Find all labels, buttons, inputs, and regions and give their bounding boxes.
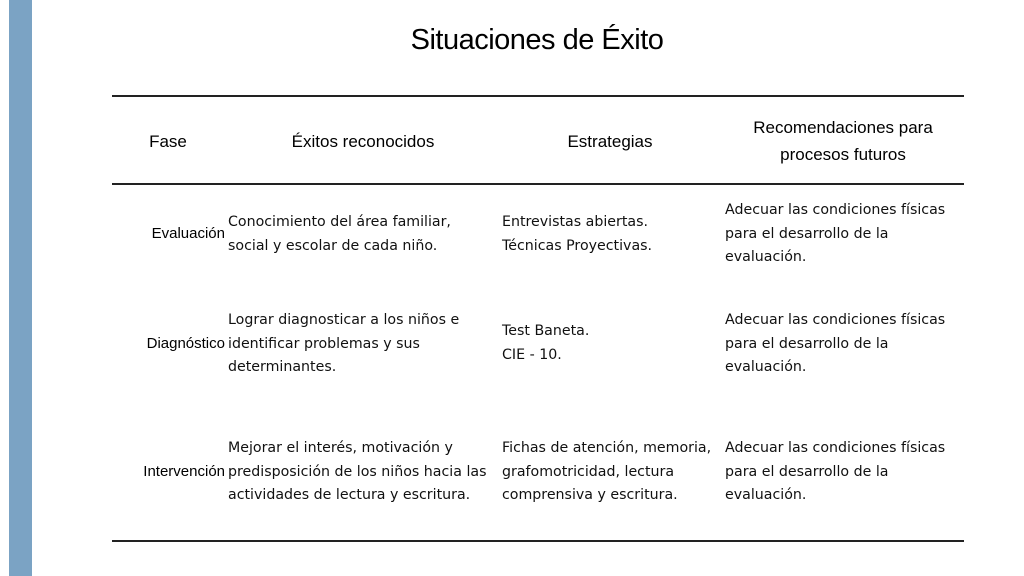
cell-line: identificar problemas y sus	[228, 335, 420, 352]
cell-line: para el desarrollo de la	[725, 225, 889, 242]
cell-line: CIE - 10.	[502, 346, 562, 363]
cell-line: comprensiva y escritura.	[502, 487, 678, 503]
row-estrategias	[502, 211, 722, 258]
row-recomendaciones	[725, 309, 965, 380]
row-recomendaciones	[725, 199, 965, 270]
table-header-rule	[112, 183, 964, 185]
table-bottom-rule	[112, 540, 964, 542]
cell-line: Conocimiento del área familiar,	[228, 214, 451, 230]
cell-line: Adecuar las condiciones físicas	[725, 312, 946, 328]
header-recomendaciones-line: procesos futuros	[780, 145, 906, 164]
cell-line: para el desarrollo de la	[725, 463, 889, 480]
cell-line: evaluación.	[725, 487, 807, 503]
header-recomendaciones-line: Recomendaciones para	[753, 118, 933, 137]
cell-line: Test Baneta.	[502, 323, 590, 339]
row-fase: Intervención	[143, 463, 225, 480]
header-fase: Fase	[149, 132, 187, 151]
cell-line: Adecuar las condiciones físicas	[725, 202, 946, 218]
cell-line: Mejorar el interés, motivación y	[228, 440, 453, 456]
table-top-rule	[112, 95, 964, 97]
slide-title: Situaciones de Éxito	[410, 24, 664, 56]
cell-line: Adecuar las condiciones físicas	[725, 440, 946, 456]
cell-line: Técnicas Proyectivas.	[502, 237, 653, 254]
side-accent-bar	[9, 0, 32, 576]
row-recomendaciones	[725, 437, 965, 508]
header-estrategias: Estrategias	[567, 132, 653, 151]
cell-line: social y escolar de cada niño.	[228, 237, 438, 254]
cell-line: actividades de lectura y escritura.	[228, 487, 471, 503]
cell-line: Fichas de atención, memoria,	[502, 440, 712, 456]
cell-line: predisposición de los niños hacia las	[228, 463, 487, 480]
cell-line: grafomotricidad, lectura	[502, 463, 675, 480]
row-fase: Diagnóstico	[146, 335, 225, 352]
row-fase: Evaluación	[151, 225, 225, 242]
cell-line: evaluación.	[725, 359, 807, 375]
row-exitos	[228, 211, 496, 258]
header-recomendaciones	[722, 114, 964, 168]
row-estrategias	[502, 320, 722, 367]
cell-line: para el desarrollo de la	[725, 335, 889, 352]
cell-line: determinantes.	[228, 359, 337, 375]
row-exitos	[228, 437, 496, 508]
header-exitos: Éxitos reconocidos	[291, 132, 435, 151]
row-estrategias	[502, 437, 722, 508]
cell-line: evaluación.	[725, 249, 807, 265]
cell-line: Lograr diagnosticar a los niños e	[228, 312, 460, 328]
cell-line: Entrevistas abiertas.	[502, 214, 649, 230]
row-exitos	[228, 309, 496, 380]
